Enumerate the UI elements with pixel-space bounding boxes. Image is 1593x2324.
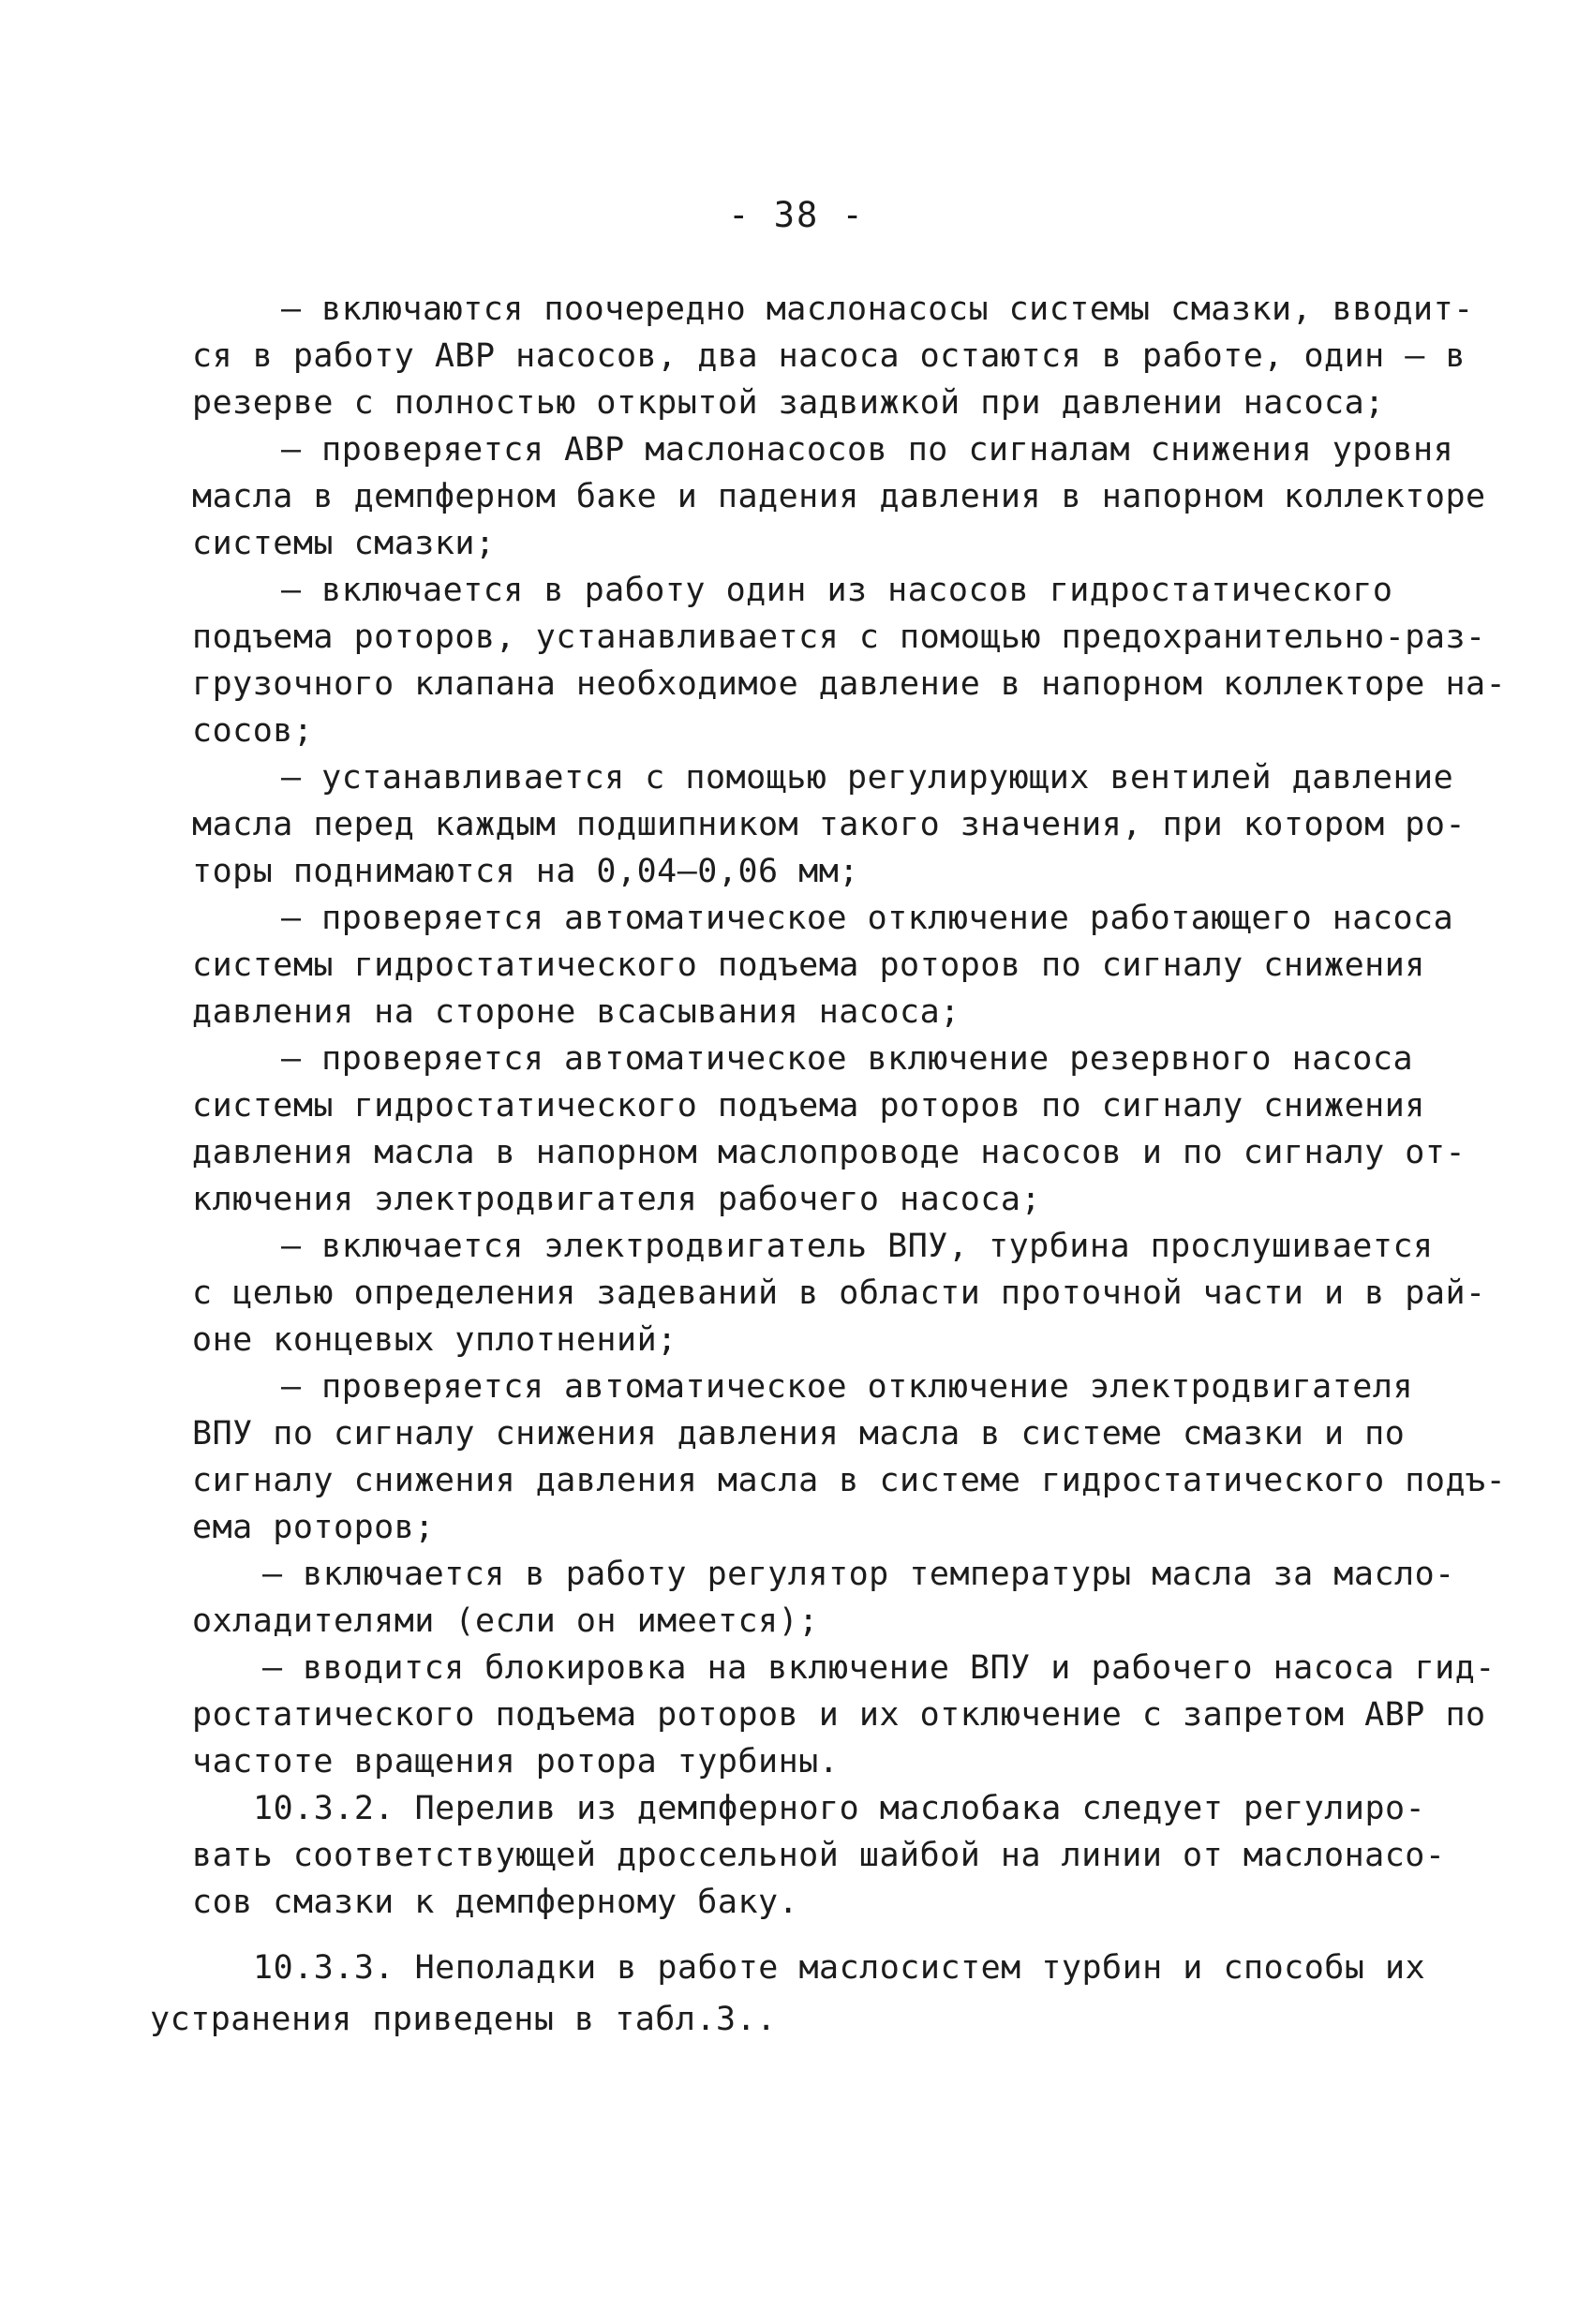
- text-line: сосов;: [192, 712, 314, 750]
- text-line: – включается электродвигатель ВПУ, турбина прослушивается: [281, 1228, 1434, 1265]
- text-line: ростатического подъема роторов и их отключение с запретом АВР по: [192, 1696, 1486, 1734]
- text-line: ся в работу АВР насосов, два насоса остаются в работе, один – в: [192, 337, 1466, 375]
- text-line: подъема роторов, устанавливается с помощью предохранительно-раз-: [192, 618, 1486, 656]
- text-line: масла в демпферном баке и падения давления в напорном коллекторе: [192, 478, 1486, 515]
- text-line: масла перед каждым подшипником такого значения, при котором ро-: [192, 806, 1466, 843]
- text-line: ключения электродвигателя рабочего насоса;: [192, 1181, 1042, 1218]
- text-line: – включается в работу один из насосов гидростатического: [281, 572, 1393, 609]
- text-line: – включается в работу регулятор температуры масла за масло-: [262, 1556, 1455, 1593]
- text-line: частоте вращения ротора турбины.: [192, 1743, 840, 1780]
- text-line: системы гидростатического подъема роторов по сигналу снижения: [192, 1087, 1425, 1125]
- text-line: системы смазки;: [192, 525, 496, 562]
- text-line: 10.3.2. Перелив из демпферного маслобака следует регулиро-: [253, 1790, 1426, 1827]
- text-line: охладителями (если он имеется);: [192, 1602, 819, 1640]
- text-line: системы гидростатического подъема роторов по сигналу снижения: [192, 946, 1425, 984]
- text-line: давления масла в напорном маслопроводе насосов и по сигналу от-: [192, 1134, 1466, 1171]
- text-line: оне концевых уплотнений;: [192, 1321, 677, 1359]
- text-line: – проверяется АВР маслонасосов по сигналам снижения уровня: [281, 431, 1454, 469]
- text-line: сов смазки к демпферному баку.: [192, 1884, 799, 1921]
- text-line: 10.3.3. Неполадки в работе маслосистем турбин и способы их: [253, 1949, 1426, 1987]
- text-line: устранения приведены в табл.3..: [150, 2001, 777, 2038]
- text-line: сигналу снижения давления масла в системе гидростатического подъ-: [192, 1462, 1507, 1499]
- text-line: вать соответствующей дроссельной шайбой на линии от маслонасо-: [192, 1837, 1446, 1874]
- text-line: торы поднимаются на 0,04–0,06 мм;: [192, 853, 859, 890]
- text-line: резерве с полностью открытой задвижкой при давлении насоса;: [192, 384, 1385, 422]
- text-line: ема роторов;: [192, 1509, 435, 1546]
- text-line: – вводится блокировка на включение ВПУ и рабочего насоса гид-: [262, 1649, 1496, 1687]
- page-number: - 38 -: [728, 195, 865, 235]
- text-line: ВПУ по сигналу снижения давления масла в системе смазки и по: [192, 1415, 1406, 1452]
- text-line: с целью определения задеваний в области проточной части и в рай-: [192, 1274, 1486, 1312]
- text-line: давления на стороне всасывания насоса;: [192, 993, 960, 1031]
- text-line: грузочного клапана необходимое давление в напорном коллекторе на-: [192, 665, 1507, 703]
- text-line: – устанавливается с помощью регулирующих вентилей давление: [281, 759, 1454, 797]
- text-line: – включаются поочередно маслонасосы системы смазки, вводит-: [281, 290, 1474, 328]
- text-line: – проверяется автоматическое включение резервного насоса: [281, 1040, 1414, 1078]
- text-line: – проверяется автоматическое отключение электродвигателя: [281, 1368, 1414, 1406]
- text-line: – проверяется автоматическое отключение работающего насоса: [281, 900, 1454, 937]
